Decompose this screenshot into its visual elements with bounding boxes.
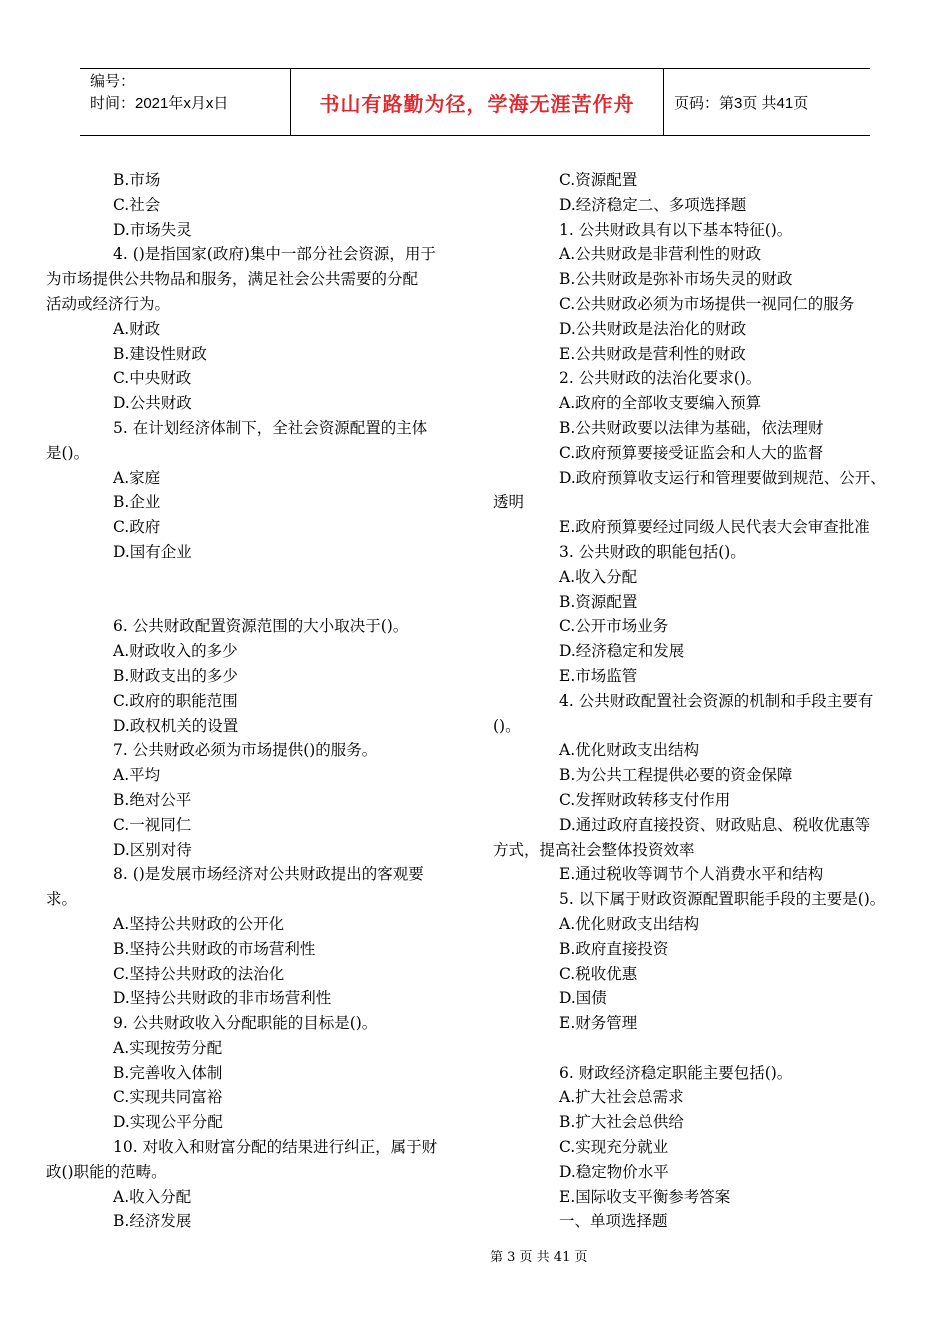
text-line: C.发挥财政转移支付作用	[559, 790, 731, 809]
text-line: D.区别对待	[113, 840, 192, 859]
text-line: C.政府的职能范围	[113, 691, 238, 710]
text-line: 6. 公共财政配置资源范围的大小取决于()。	[113, 617, 409, 636]
text-line: B.为公共工程提供必要的资金保障	[559, 766, 793, 785]
text-line: A.政府的全部收支要编入预算	[559, 394, 762, 413]
text-line: D.国有企业	[113, 542, 192, 561]
text-line: 5. 在计划经济体制下，全社会资源配置的主体	[113, 418, 428, 437]
text-line: A.财政	[113, 319, 161, 338]
text-line: E.国际收支平衡参考答案	[559, 1187, 731, 1206]
document-number-label: 编号：	[90, 73, 136, 90]
text-line: C.社会	[113, 195, 161, 214]
text-line: 9. 公共财政收入分配职能的目标是()。	[113, 1014, 378, 1033]
text-line: D.实现公平分配	[113, 1113, 223, 1132]
text-line: 1. 公共财政具有以下基本特征()。	[559, 220, 793, 239]
text-line: 10. 对收入和财富分配的结果进行纠正，属于财	[113, 1138, 438, 1157]
text-line: B.坚持公共财政的市场营利性	[113, 939, 316, 958]
text-line: C.公共财政必须为市场提供一视同仁的服务	[559, 294, 855, 313]
text-line: B.公共财政要以法律为基础，依法理财	[559, 418, 824, 437]
text-line: A.财政收入的多少	[113, 642, 238, 661]
text-line: 2. 公共财政的法治化要求()。	[559, 369, 762, 388]
text-line: B.扩大社会总供给	[559, 1113, 684, 1132]
text-line: A.扩大社会总需求	[559, 1088, 684, 1107]
text-line: 7. 公共财政必须为市场提供()的服务。	[113, 741, 378, 760]
text-line: B.绝对公平	[113, 790, 192, 809]
text-line: A.实现按劳分配	[113, 1038, 223, 1057]
text-line: 6. 财政经济稳定职能主要包括()。	[559, 1063, 793, 1082]
text-line	[46, 590, 460, 615]
right-column	[493, 168, 918, 1234]
text-line: B.经济发展	[113, 1212, 192, 1231]
text-line: D.经济稳定二、多项选择题	[559, 195, 747, 214]
text-line: A.优化财政支出结构	[559, 914, 700, 933]
text-line: D.通过政府直接投资、财政贴息、税收优惠等	[559, 815, 871, 834]
text-line: 4. ()是指国家(政府)集中一部分社会资源，用于	[113, 245, 436, 264]
text-line: C.公开市场业务	[559, 617, 669, 636]
text-line: C.政府预算要接受证监会和人大的监督	[559, 443, 824, 462]
text-line: D.市场失灵	[113, 220, 192, 239]
text-line: 8. ()是发展市场经济对公共财政提出的客观要	[113, 865, 424, 884]
text-line: A.收入分配	[559, 567, 638, 586]
text-line: A.优化财政支出结构	[559, 741, 700, 760]
footer-page-number: 第 3 页 共 41 页	[490, 1250, 588, 1265]
text-line: B.政府直接投资	[559, 939, 669, 958]
text-line: E.通过税收等调节个人消费水平和结构	[559, 865, 824, 884]
text-line: A.平均	[113, 766, 161, 785]
text-line: 5. 以下属于财政资源配置职能手段的主要是()。	[559, 890, 886, 909]
text-line: 政()职能的范畴。	[46, 1162, 167, 1181]
text-line: B.财政支出的多少	[113, 666, 238, 685]
text-line: D.国债	[559, 989, 607, 1008]
text-line: 是()。	[46, 443, 90, 462]
document-date-label: 时间：2021年x月x日	[90, 95, 229, 112]
text-line: D.公共财政是法治化的财政	[559, 319, 747, 338]
text-line: C.一视同仁	[113, 815, 192, 834]
text-line: ()。	[493, 716, 521, 735]
text-line	[493, 1036, 918, 1061]
text-line: B.公共财政是弥补市场失灵的财政	[559, 270, 793, 289]
text-line: C.坚持公共财政的法治化	[113, 964, 285, 983]
text-line: B.市场	[113, 171, 161, 189]
text-line: E.政府预算要经过同级人民代表大会审查批准	[559, 518, 870, 537]
text-line: C.中央财政	[113, 369, 192, 388]
text-line: C.政府	[113, 518, 161, 537]
text-line: 方式，提高社会整体投资效率	[493, 840, 695, 859]
text-line: D.政权机关的设置	[113, 716, 239, 735]
text-line: B.建设性财政	[113, 344, 207, 363]
text-line: 4. 公共财政配置社会资源的机制和手段主要有	[559, 691, 874, 710]
text-line: C.资源配置	[559, 171, 638, 189]
text-line: 求。	[46, 890, 78, 909]
text-line: D.公共财政	[113, 394, 192, 413]
text-line: D.坚持公共财政的非市场营利性	[113, 989, 332, 1008]
text-line: A.收入分配	[113, 1187, 192, 1206]
text-line: A.公共财政是非营利性的财政	[559, 245, 762, 264]
text-line	[46, 565, 460, 590]
text-line: A.坚持公共财政的公开化	[113, 914, 285, 933]
text-line: C.税收优惠	[559, 964, 638, 983]
text-line: B.完善收入体制	[113, 1063, 223, 1082]
text-line: A.家庭	[113, 468, 161, 487]
text-line: 活动或经济行为。	[46, 294, 171, 313]
text-line: E.公共财政是营利性的财政	[559, 344, 746, 363]
text-line: C.实现充分就业	[559, 1138, 669, 1157]
text-line: D.政府预算收支运行和管理要做到规范、公开、	[559, 468, 886, 487]
header-page-label: 页码：第3页 共41页	[674, 94, 809, 112]
header-info-cell	[80, 69, 291, 136]
text-line: 透明	[493, 493, 525, 512]
page-header	[80, 68, 870, 136]
text-line: 3. 公共财政的职能包括()。	[559, 542, 746, 561]
text-line: E.市场监管	[559, 666, 638, 685]
text-line: D.稳定物价水平	[559, 1162, 669, 1181]
left-column	[46, 168, 460, 1234]
text-line: C.实现共同富裕	[113, 1088, 223, 1107]
text-line: B.资源配置	[559, 592, 638, 611]
header-motto: 书山有路勤为径，学海无涯苦作舟	[291, 69, 664, 136]
text-line: 为市场提供公共物品和服务，满足社会公共需要的分配	[46, 270, 419, 289]
text-line: D.经济稳定和发展	[559, 642, 685, 661]
text-line: 一、单项选择题	[559, 1212, 668, 1231]
text-line: B.企业	[113, 493, 161, 512]
text-line: E.财务管理	[559, 1014, 638, 1033]
page-footer	[0, 1246, 950, 1265]
